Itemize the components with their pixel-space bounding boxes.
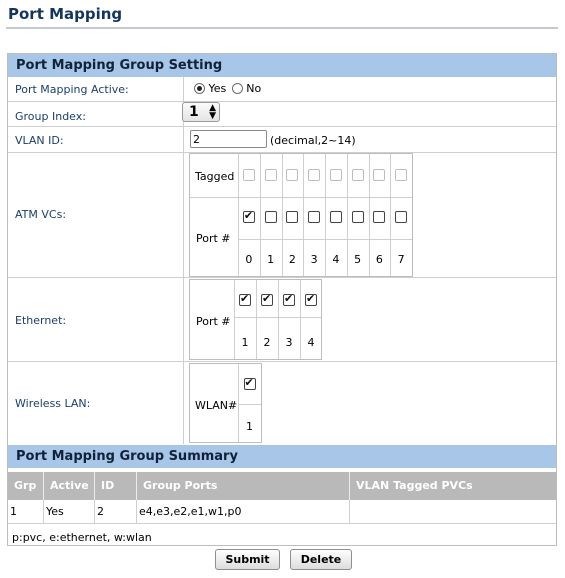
active-label: Port Mapping Active: bbox=[15, 83, 129, 96]
atm-port-number: 1 bbox=[267, 253, 275, 266]
col-header-id: ID bbox=[95, 472, 137, 500]
row-divider bbox=[8, 126, 556, 127]
ethernet-port-checkbox-2[interactable] bbox=[261, 294, 273, 306]
atm-port-number: 6 bbox=[375, 253, 383, 266]
wireless-lan-label: Wireless LAN: bbox=[15, 397, 91, 410]
ethernet-port-checkbox-1[interactable] bbox=[239, 294, 251, 306]
atm-port-checkbox-1[interactable] bbox=[265, 211, 277, 223]
ethernet-label: Ethernet: bbox=[15, 314, 67, 327]
atm-port-number: 4 bbox=[332, 253, 340, 266]
summary-table-header bbox=[8, 472, 556, 500]
active-no-label: No bbox=[246, 82, 262, 95]
vlan-id-hint: (decimal,2~14) bbox=[270, 134, 356, 147]
atm-tagged-checkbox-0[interactable] bbox=[243, 169, 255, 181]
submit-button[interactable]: Submit bbox=[215, 549, 280, 570]
wlan-grid bbox=[189, 363, 262, 443]
group-index-label: Group Index: bbox=[15, 110, 86, 123]
wlan-port-checkbox-1[interactable] bbox=[244, 378, 256, 390]
atm-port-number: 5 bbox=[354, 253, 362, 266]
atm-tagged-checkbox-6[interactable] bbox=[373, 169, 385, 181]
active-no-radio[interactable] bbox=[232, 83, 243, 94]
active-radio-group bbox=[194, 82, 261, 95]
atm-tagged-checkbox-1[interactable] bbox=[265, 169, 277, 181]
group-index-select[interactable] bbox=[182, 102, 220, 122]
vlan-id-label: VLAN ID: bbox=[15, 134, 64, 147]
col-header-group-ports: Group Ports bbox=[137, 472, 350, 500]
delete-button[interactable]: Delete bbox=[290, 549, 352, 570]
port-mapping-panel bbox=[7, 53, 557, 546]
atm-vcs-grid bbox=[189, 153, 413, 277]
title-divider bbox=[6, 27, 558, 29]
wlan-port-number: 1 bbox=[246, 420, 253, 433]
vlan-id-input[interactable] bbox=[190, 130, 267, 148]
cell-active: Yes bbox=[44, 500, 95, 523]
page-title: Port Mapping bbox=[8, 5, 123, 23]
col-header-active: Active bbox=[44, 472, 95, 500]
atm-tagged-checkbox-3[interactable] bbox=[308, 169, 320, 181]
atm-tagged-checkbox-4[interactable] bbox=[330, 169, 342, 181]
ethernet-port-number: 3 bbox=[285, 336, 293, 349]
atm-port-checkbox-6[interactable] bbox=[373, 211, 385, 223]
atm-port-number: 3 bbox=[310, 253, 318, 266]
atm-port-checkbox-4[interactable] bbox=[330, 211, 342, 223]
summary-legend: p:pvc, e:ethernet, w:wlan bbox=[12, 531, 152, 544]
row-divider bbox=[8, 361, 556, 362]
column-divider bbox=[183, 77, 184, 444]
group-setting-heading: Port Mapping Group Setting bbox=[8, 54, 556, 77]
row-divider bbox=[8, 277, 556, 278]
row-divider bbox=[8, 101, 556, 102]
atm-port-checkbox-3[interactable] bbox=[308, 211, 320, 223]
ethernet-port-checkbox-4[interactable] bbox=[305, 294, 317, 306]
atm-tagged-label: Tagged bbox=[195, 170, 235, 183]
cell-group-ports: e4,e3,e2,e1,w1,p0 bbox=[137, 500, 350, 523]
atm-port-number: 2 bbox=[288, 253, 296, 266]
active-yes-radio[interactable] bbox=[194, 83, 205, 94]
atm-tagged-checkbox-5[interactable] bbox=[352, 169, 364, 181]
atm-port-number: 0 bbox=[245, 253, 253, 266]
ethernet-port-number: 4 bbox=[307, 336, 315, 349]
atm-tagged-checkbox-7[interactable] bbox=[395, 169, 407, 181]
active-yes-label: Yes bbox=[208, 82, 227, 95]
atm-port-label: Port # bbox=[196, 232, 231, 245]
atm-tagged-checkbox-2[interactable] bbox=[286, 169, 298, 181]
cell-id: 2 bbox=[95, 500, 137, 523]
col-header-vlan-tagged-pvcs: VLAN Tagged PVCs bbox=[356, 479, 473, 492]
table-row bbox=[8, 500, 556, 524]
atm-port-number: 7 bbox=[397, 253, 405, 266]
ethernet-port-label: Port # bbox=[196, 315, 231, 328]
col-header-grp: Grp bbox=[8, 472, 44, 500]
ethernet-grid bbox=[189, 279, 322, 360]
group-summary-heading: Port Mapping Group Summary bbox=[8, 445, 556, 468]
ethernet-port-checkbox-3[interactable] bbox=[283, 294, 295, 306]
group-index-value: 1 bbox=[189, 104, 199, 120]
atm-port-checkbox-7[interactable] bbox=[395, 211, 407, 223]
atm-port-checkbox-0[interactable] bbox=[243, 211, 255, 223]
wlan-row-label: WLAN# bbox=[195, 399, 238, 412]
chevron-updown-icon: ▲ ▼ bbox=[209, 103, 216, 121]
ethernet-port-number: 1 bbox=[241, 336, 249, 349]
ethernet-port-number: 2 bbox=[263, 336, 271, 349]
cell-vlan-tagged-pvcs bbox=[350, 500, 556, 523]
cell-grp: 1 bbox=[8, 500, 44, 523]
atm-port-checkbox-5[interactable] bbox=[352, 211, 364, 223]
atm-port-checkbox-2[interactable] bbox=[286, 211, 298, 223]
atm-vcs-label: ATM VCs: bbox=[15, 208, 67, 221]
